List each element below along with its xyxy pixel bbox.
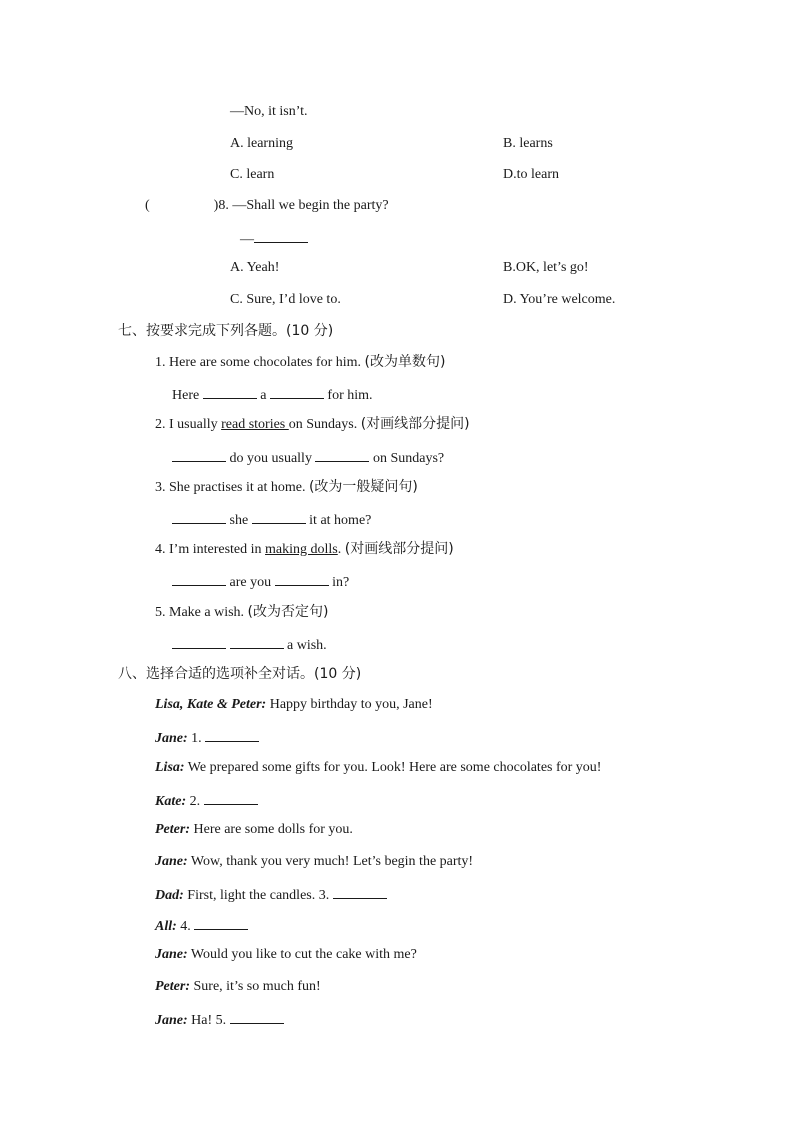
q7-option-a[interactable]: A. learning xyxy=(230,136,293,151)
speaker-colon: : xyxy=(181,794,187,809)
dialogue-text: We prepared some gifts for you. Look! Here are some chocolates for you! xyxy=(184,760,602,775)
dialogue-blank[interactable] xyxy=(230,1009,284,1024)
dialogue-text: Would you like to cut the cake with me? xyxy=(187,947,417,962)
dialogue-blank[interactable] xyxy=(205,727,259,742)
dialogue-text: Happy birthday to you, Jane! xyxy=(266,697,433,712)
q7-option-d[interactable]: D.to learn xyxy=(503,167,559,182)
s7-item-1-prompt xyxy=(155,353,445,372)
s7-item-5-blank-1[interactable] xyxy=(172,634,226,649)
s7-item-5-prompt xyxy=(155,603,328,622)
s7-item-5-answer xyxy=(172,634,327,655)
s7-item-4-note: (对画线部分提问) xyxy=(344,541,454,557)
speaker-name: Jane xyxy=(155,731,183,746)
section-8-heading: 八、选择合适的选项补全对话。(10 分) xyxy=(118,666,362,682)
q8-question xyxy=(145,197,389,215)
s7-item-2-ans-text-3: on Sundays? xyxy=(369,451,445,466)
s7-item-1-blank-1[interactable] xyxy=(203,384,257,399)
speaker-name: Dad xyxy=(155,888,180,903)
dialogue-line xyxy=(155,1009,284,1030)
speaker-colon: : xyxy=(183,854,188,869)
s7-item-2-underlined: read stories xyxy=(221,417,289,432)
s7-item-2-blank-2[interactable] xyxy=(315,447,369,462)
s7-item-2-prompt xyxy=(155,415,470,434)
speaker-name: Peter xyxy=(155,822,186,837)
s7-item-2-text-post: on Sundays. xyxy=(288,417,361,432)
q8-option-b[interactable]: B.OK, let’s go! xyxy=(503,260,589,275)
q8-option-d[interactable]: D. You’re welcome. xyxy=(503,292,616,307)
s7-item-4-text-post: . xyxy=(337,542,345,557)
s7-item-3-blank-2[interactable] xyxy=(252,509,306,524)
dialogue-line xyxy=(155,696,433,714)
s7-item-1-blank-2[interactable] xyxy=(270,384,324,399)
dialogue-line xyxy=(155,884,387,905)
dialogue-line xyxy=(155,915,248,936)
speaker-name: Jane xyxy=(155,1013,183,1028)
s7-item-4-ans-text-3: in? xyxy=(328,575,350,590)
dialogue-blank[interactable] xyxy=(333,884,387,899)
dialogue-text: First, light the candles. 3. xyxy=(183,888,333,903)
s7-item-3-prompt xyxy=(155,478,418,497)
speaker-colon: : xyxy=(179,888,184,903)
speaker-name: All xyxy=(155,919,173,934)
s7-item-4-ans-text-2: are you xyxy=(226,575,275,590)
s7-item-3-text: 3. She practises it at home. xyxy=(155,480,309,495)
s7-item-3-note: (改为一般疑问句) xyxy=(308,479,418,495)
s7-item-2-answer xyxy=(172,447,444,468)
s7-item-3-ans-text-2: she xyxy=(226,513,252,528)
s7-item-5-note: (改为否定句) xyxy=(247,604,329,620)
dialogue-line xyxy=(155,853,473,871)
speaker-name: Lisa, Kate & Peter xyxy=(155,697,262,712)
speaker-name: Lisa: xyxy=(155,760,185,775)
speaker-name: Peter xyxy=(155,979,186,994)
dialogue-blank[interactable] xyxy=(204,790,258,805)
q8-reply-line xyxy=(240,228,308,249)
s7-item-2-blank-1[interactable] xyxy=(172,447,226,462)
q7-option-c[interactable]: C. learn xyxy=(230,167,275,182)
q8-reply-blank[interactable] xyxy=(254,228,308,243)
q8-option-c[interactable]: C. Sure, I’d love to. xyxy=(230,292,341,307)
s7-item-2-note: (对画线部分提问) xyxy=(360,416,470,432)
q8-question-text: )8. —Shall we begin the party? xyxy=(213,198,389,213)
dialogue-line xyxy=(155,759,601,777)
dialogue-blank[interactable] xyxy=(194,915,248,930)
speaker-colon: : xyxy=(185,822,190,837)
s7-item-1-text: 1. Here are some chocolates for him. xyxy=(155,355,365,370)
dialogue-text: Wow, thank you very much! Let’s begin the party! xyxy=(187,854,474,869)
q8-reply-dash: — xyxy=(240,232,254,247)
section-7-heading: 七、按要求完成下列各题。(10 分) xyxy=(118,323,334,339)
dialogue-text: 1. xyxy=(187,731,206,746)
dialogue-text: Sure, it’s so much fun! xyxy=(190,979,321,994)
dialogue-line xyxy=(155,821,353,839)
s7-item-4-blank-1[interactable] xyxy=(172,571,226,586)
dialogue-text: 4. xyxy=(176,919,195,934)
s7-item-1-ans-text-3: for him. xyxy=(323,388,373,403)
s7-item-1-answer xyxy=(172,384,373,405)
s7-item-5-text: 5. Make a wish. xyxy=(155,605,248,620)
s7-item-4-underlined: making dolls xyxy=(265,542,338,557)
s7-item-4-answer xyxy=(172,571,349,592)
speaker-colon: : xyxy=(183,947,188,962)
q8-paren-open: ( xyxy=(145,198,150,213)
q7-answer-line: —No, it isn’t. xyxy=(230,104,308,119)
dialogue-line xyxy=(155,790,258,811)
speaker-name: Kate xyxy=(155,794,182,809)
s7-item-5-ans-text-3: a wish. xyxy=(283,638,327,653)
q7-option-b[interactable]: B. learns xyxy=(503,136,553,151)
s7-item-3-blank-1[interactable] xyxy=(172,509,226,524)
s7-item-4-prompt xyxy=(155,540,454,559)
dialogue-text: 2. xyxy=(186,794,204,809)
speaker-colon: : xyxy=(183,731,188,746)
speaker-name: Jane xyxy=(155,947,183,962)
dialogue-line xyxy=(155,978,321,996)
s7-item-5-blank-2[interactable] xyxy=(230,634,284,649)
s7-item-4-text: 4. I’m interested in xyxy=(155,542,266,557)
speaker-colon: : xyxy=(261,697,267,712)
s7-item-1-ans-text-2: a xyxy=(256,388,270,403)
dialogue-line xyxy=(155,727,259,748)
s7-item-4-blank-2[interactable] xyxy=(275,571,329,586)
speaker-colon: : xyxy=(172,919,177,934)
speaker-name: Jane xyxy=(155,854,183,869)
dialogue-text: Ha! 5. xyxy=(187,1013,230,1028)
speaker-colon: : xyxy=(185,979,190,994)
speaker-colon: : xyxy=(183,1013,188,1028)
s7-item-3-ans-text-3: it at home? xyxy=(305,513,372,528)
s7-item-2-text: 2. I usually xyxy=(155,417,222,432)
q8-option-a[interactable]: A. Yeah! xyxy=(230,260,280,275)
s7-item-1-note: (改为单数句) xyxy=(364,354,446,370)
dialogue-line xyxy=(155,946,417,964)
s7-item-2-ans-text-2: do you usually xyxy=(226,451,316,466)
s7-item-3-answer xyxy=(172,509,371,530)
s7-item-1-ans-text-1: Here xyxy=(172,388,203,403)
dialogue-text: Here are some dolls for you. xyxy=(190,822,353,837)
